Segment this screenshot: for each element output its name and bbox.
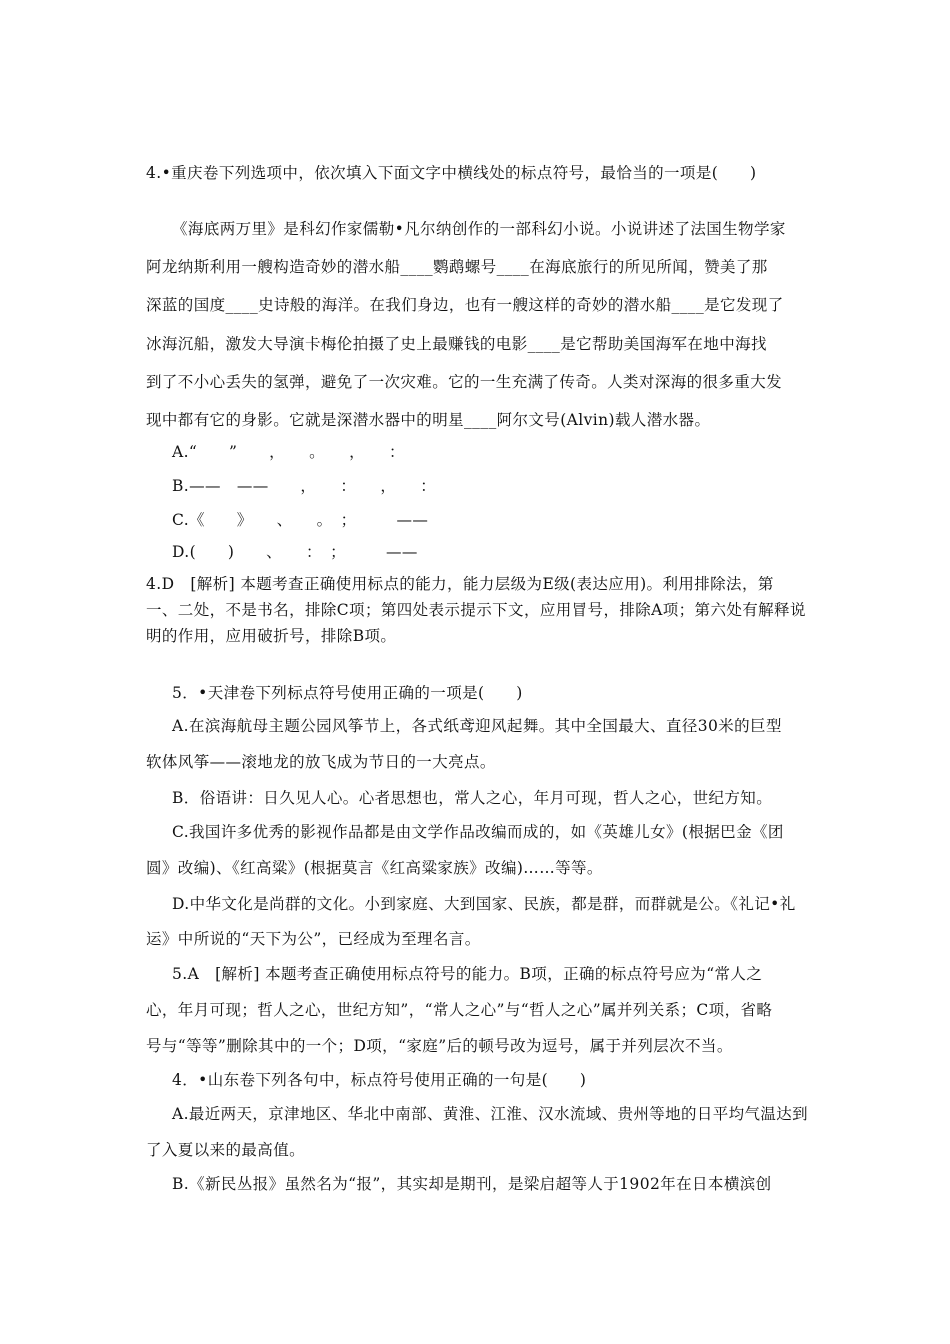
answer-4-line: 一、二处，不是书名，排除C项；第四处表示提示下文，应用冒号，排除A项；第六处有解释说	[146, 601, 806, 619]
passage-line: 《海底两万里》是科幻作家儒勒•凡尔纳创作的一部科幻小说。小说讲述了法国生物学家	[172, 220, 786, 238]
question-5-option-line: 运》中所说的“天下为公”，已经成为至理名言。	[146, 930, 481, 948]
passage-line: 深蓝的国度____史诗般的海洋。在我们身边，也有一艘这样的奇妙的潜水船____是它发现了	[146, 296, 784, 314]
question-4-stem: 4.•重庆卷下列选项中，依次填入下面文字中横线处的标点符号，最恰当的一项是( )	[146, 164, 757, 182]
passage-line: 阿龙纳斯利用一艘构造奇妙的潜水船____鹦鹉螺号____在海底旅行的所见所闻，赞美了那	[146, 258, 768, 276]
answer-4-line: 明的作用，应用破折号，排除B项。	[146, 627, 397, 645]
question-5-option-line: 圆》改编)、《红高粱》(根据莫言《红高粱家族》改编)……等等。	[146, 859, 603, 877]
question-4-shandong-stem: 4．•山东卷下列各句中，标点符号使用正确的一句是( )	[172, 1071, 587, 1089]
answer-4-line: 4.D [解析] 本题考查正确使用标点的能力，能力层级为E级(表达应用)。利用排除法，第	[146, 575, 774, 593]
question-5-stem: 5．•天津卷下列标点符号使用正确的一项是( )	[172, 684, 523, 702]
passage-line: 现中都有它的身影。它就是深潜水器中的明星____阿尔文号(Alvin)载人潜水器。	[146, 411, 711, 429]
question-4-shandong-option-line: 了入夏以来的最高值。	[146, 1141, 306, 1159]
passage-line: 冰海沉船，激发大导演卡梅伦拍摄了史上最赚钱的电影____是它帮助美国海军在地中海找	[146, 335, 767, 353]
question-5-option-line: C.我国许多优秀的影视作品都是由文学作品改编而成的，如《英雄儿女》(根据巴金《团	[172, 823, 784, 841]
question-5-option-line: D.中华文化是尚群的文化。小到家庭、大到国家、民族，都是群，而群就是公。《礼记•礼	[172, 895, 796, 913]
option-c: C.《 》 、 。 ； ——	[172, 511, 429, 529]
answer-5-line: 5.A [解析] 本题考查正确使用标点符号的能力。B项，正确的标点符号应为“常人之	[172, 965, 763, 983]
question-4-shandong-option-line: A.最近两天，京津地区、华北中南部、黄淮、江淮、汉水流域、贵州等地的日平均气温达到	[172, 1105, 809, 1123]
passage-line: 到了不小心丢失的氢弹，避免了一次灾难。它的一生充满了传奇。人类对深海的很多重大发	[146, 373, 783, 391]
question-5-option-line: B．俗语讲：日久见人心。心者思想也，常人之心，年月可现，哲人之心，世纪方知。	[172, 789, 773, 807]
answer-5-line: 心，年月可现；哲人之心，世纪方知”，“常人之心”与“哲人之心”属并列关系；C项，省略	[146, 1001, 773, 1019]
option-a: A.“ ” ， 。 ， ：	[172, 443, 405, 461]
option-b: B.—— —— ， ： ， ：	[172, 477, 437, 495]
question-5-option-line: A.在滨海航母主题公园风筝节上，各式纸鸢迎风起舞。其中全国最大、直径30米的巨型	[172, 717, 782, 735]
option-d: D.( ) 、 ： ； ——	[172, 543, 418, 561]
question-4-shandong-option-line: B.《新民丛报》虽然名为“报”，其实却是期刊，是梁启超等人于1902年在日本横滨创	[172, 1175, 772, 1193]
answer-5-line: 号与“等等”删除其中的一个；D项，“家庭”后的顿号改为逗号，属于并列层次不当。	[146, 1037, 733, 1055]
question-5-option-line: 软体风筝——滚地龙的放飞成为节日的一大亮点。	[146, 753, 496, 771]
